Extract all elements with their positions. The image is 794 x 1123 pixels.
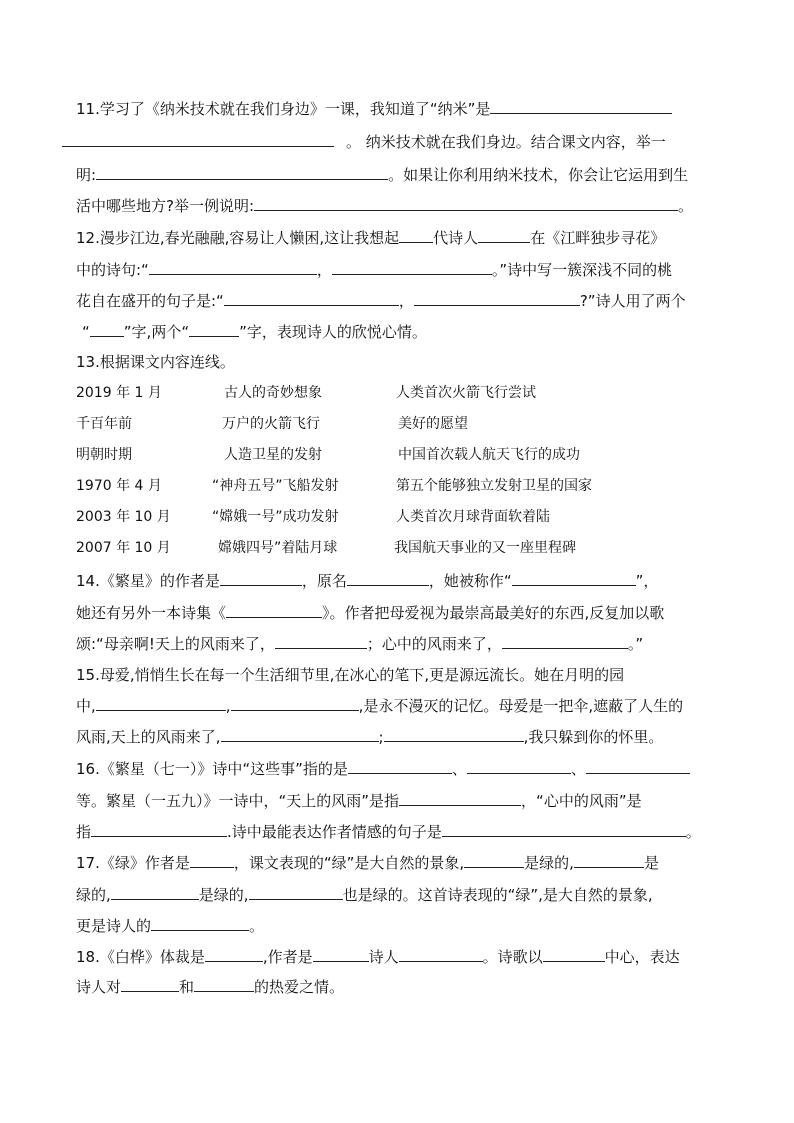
answer-blank[interactable] — [399, 791, 521, 806]
answer-blank[interactable] — [348, 759, 452, 774]
q16-line-1: 16.《繁星（七一）》诗中“这些事”指的是 、 、 — [76, 759, 690, 779]
q15-line-3: 风雨,天上的风雨来了, ; ,我只躲到你的怀里。 — [76, 728, 664, 746]
match-row — [0, 383, 794, 403]
q14-line-1: 14.《繁星》的作者是 ，原名 ，她被称作“ ”， — [76, 572, 659, 590]
answer-blank[interactable] — [149, 260, 317, 275]
match-row — [0, 476, 794, 496]
match-row — [0, 507, 794, 527]
q16-line-3: 指 .诗中最能表达作者情感的句子是 。 — [76, 823, 701, 841]
q17-line-3: 更是诗人的 。 — [76, 917, 265, 935]
answer-blank[interactable] — [464, 853, 524, 868]
match-left[interactable]: 1970 年 4 月 — [76, 478, 162, 494]
q13-title: 13.根据课文内容连线。 — [76, 353, 235, 371]
answer-blank[interactable] — [151, 916, 249, 931]
answer-blank[interactable] — [190, 853, 234, 868]
answer-blank[interactable] — [502, 634, 628, 649]
match-right[interactable]: 人类首次月球背面软着陆 — [396, 509, 550, 525]
match-middle[interactable]: 万户的火箭飞行 — [222, 416, 320, 432]
answer-blank[interactable] — [384, 727, 524, 742]
match-right[interactable]: 我国航天事业的又一座里程碑 — [394, 540, 576, 556]
q18-line-1: 18.《白桦》体裁是 ,作者是 诗人 。诗歌以 中心，表达 — [76, 948, 680, 966]
answer-blank[interactable] — [121, 977, 179, 992]
match-right[interactable]: 中国首次载人航天飞行的成功 — [398, 447, 580, 463]
q15-line-2: 中, , ,是永不漫灭的记忆。母爱是一把伞,遮蔽了人生的 — [76, 697, 684, 715]
answer-blank[interactable] — [91, 822, 227, 837]
q12-line-2: 中的诗句:“ ， 。”诗中写一簇深浅不同的桃 — [76, 261, 673, 279]
answer-blank[interactable] — [221, 727, 379, 742]
q12-line-4: “ ”字,两个“ ”字，表现诗人的欣悦心情。 — [82, 323, 427, 341]
match-middle[interactable]: 古人的奇妙想象 — [224, 385, 322, 401]
q16-line-2: 等。繁星（一五九）》一诗中，“天上的风雨”是指 ，“心中的风雨”是 — [76, 792, 642, 810]
match-left[interactable]: 2007 年 10 月 — [76, 540, 171, 556]
answer-blank[interactable] — [254, 196, 678, 211]
q18-line-2: 诗人对 和 的热爱之情。 — [76, 978, 345, 996]
answer-blank[interactable] — [574, 853, 644, 868]
answer-blank[interactable] — [275, 634, 367, 649]
match-right[interactable]: 第五个能够独立发射卫星的国家 — [396, 478, 592, 494]
answer-blank[interactable] — [490, 99, 672, 114]
answer-blank[interactable] — [332, 260, 492, 275]
match-middle[interactable]: “嫦娥一号”成功发射 — [212, 509, 339, 525]
q11-line-1: 11.学习了《纳米技术就在我们身边》一课，我知道了“纳米”是 — [76, 99, 672, 119]
answer-blank[interactable] — [414, 291, 580, 306]
q12-line-1: 12.漫步江边,春光融融,容易让人懒困,这让我想起 代诗人 在《江畔独步寻花》 — [76, 229, 666, 247]
answer-blank[interactable] — [194, 977, 254, 992]
answer-blank[interactable] — [189, 322, 239, 337]
answer-blank[interactable] — [226, 603, 322, 618]
match-left[interactable]: 2019 年 1 月 — [76, 385, 162, 401]
answer-blank[interactable] — [467, 759, 571, 774]
answer-blank[interactable] — [586, 759, 690, 774]
answer-blank[interactable] — [478, 228, 530, 243]
q14-line-3: 颂:“母亲啊!天上的风雨来了， ；心中的风雨来了， 。” — [76, 635, 644, 653]
match-right[interactable]: 美好的愿望 — [398, 416, 468, 432]
match-right[interactable]: 人类首次火箭飞行尝试 — [396, 385, 536, 401]
q14-line-2: 她还有另外一本诗集《 》。作者把母爱视为最崇高最美好的东西,反复加以歌 — [76, 604, 665, 622]
answer-blank[interactable] — [399, 947, 483, 962]
answer-blank[interactable] — [249, 885, 343, 900]
match-middle[interactable]: 人造卫星的发射 — [224, 447, 322, 463]
q11-line-4: 活中哪些地方?举一例说明: 。 — [76, 197, 694, 215]
match-left[interactable]: 2003 年 10 月 — [76, 509, 171, 525]
answer-blank[interactable] — [399, 228, 433, 243]
answer-blank[interactable] — [205, 947, 263, 962]
q11-line-2: 。 纳米技术就在我们身边。结合课文内容，举一 — [62, 132, 666, 152]
q11-line-3: 明: 。如果让你利用纳米技术，你会让它运用到生 — [76, 166, 689, 184]
answer-blank[interactable] — [512, 571, 636, 586]
q15-line-1: 15.母爱,悄悄生长在每一个生活细节里,在冰心的笔下,更是源远流长。她在月明的园 — [76, 666, 625, 684]
answer-blank[interactable] — [62, 132, 334, 147]
answer-blank[interactable] — [347, 571, 429, 586]
q12-line-3: 花自在盛开的句子是:“ ， ?”诗人用了两个 — [76, 292, 686, 310]
answer-blank[interactable] — [231, 696, 359, 711]
q17-line-1: 17.《绿》作者是 ，课文表现的“绿”是大自然的景象, 是绿的, 是 — [76, 854, 659, 872]
match-left[interactable]: 明朝时期 — [76, 447, 132, 463]
match-row — [0, 414, 794, 434]
match-left[interactable]: 千百年前 — [76, 416, 132, 432]
answer-blank[interactable] — [96, 165, 388, 180]
answer-blank[interactable] — [111, 885, 199, 900]
answer-blank[interactable] — [224, 291, 399, 306]
answer-blank[interactable] — [220, 571, 302, 586]
answer-blank[interactable] — [90, 322, 124, 337]
match-row — [0, 445, 794, 465]
q17-line-2: 绿的, 是绿的, 也是绿的。这首诗表现的“绿”,是大自然的景象, — [76, 886, 653, 904]
match-row — [0, 538, 794, 558]
answer-blank[interactable] — [543, 947, 605, 962]
match-middle[interactable]: “神舟五号”飞船发射 — [212, 478, 339, 494]
answer-blank[interactable] — [442, 822, 686, 837]
answer-blank[interactable] — [313, 947, 369, 962]
match-middle[interactable]: 嫦娥四号”着陆月球 — [218, 540, 338, 556]
answer-blank[interactable] — [96, 696, 226, 711]
